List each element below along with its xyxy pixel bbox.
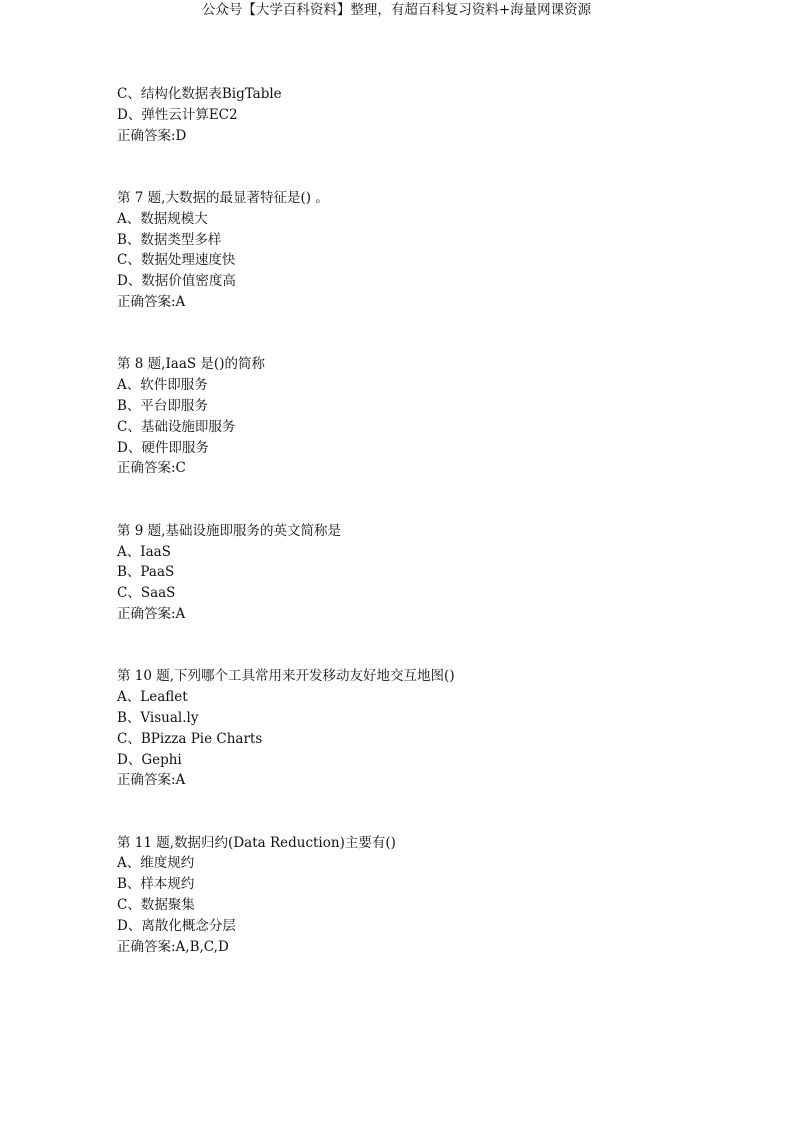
answer: 正确答案:D: [117, 127, 187, 144]
option: A、Leaflet: [117, 689, 188, 706]
option: A、IaaS: [117, 543, 171, 560]
question-list: [117, 84, 737, 957]
question-title: 第 8 题,IaaS 是()的简称: [117, 356, 265, 373]
question-title: 第 7 题,大数据的最显著特征是() 。: [117, 189, 329, 206]
answer: 正确答案:A,B,C,D: [117, 938, 229, 955]
option: B、数据类型多样: [117, 231, 222, 248]
option: C、基础设施即服务: [117, 418, 236, 435]
question-8: [117, 354, 737, 479]
question-11: [117, 833, 737, 958]
option: B、PaaS: [117, 564, 175, 581]
option: A、数据规模大: [117, 210, 208, 227]
page-header: 公众号【大学百科资料】整理，有超百科复习资料+海量网课资源: [201, 2, 592, 18]
question-10: [117, 666, 737, 791]
option: B、平台即服务: [117, 397, 208, 414]
option: D、离散化概念分层: [117, 917, 236, 934]
option: C、结构化数据表BigTable: [117, 86, 282, 102]
question-title: 第 9 题,基础设施即服务的英文简称是: [117, 522, 341, 539]
question-7: [117, 188, 737, 313]
option: C、BPizza Pie Charts: [117, 730, 263, 747]
question-fragment: [117, 84, 737, 146]
question-title: 第 11 题,数据归约(Data Reduction)主要有(): [117, 834, 396, 851]
answer: 正确答案:A: [117, 293, 186, 310]
option: D、数据价值密度高: [117, 273, 236, 290]
answer: 正确答案:C: [117, 460, 186, 477]
option: D、弹性云计算EC2: [117, 106, 238, 123]
option: B、样本规约: [117, 876, 195, 893]
option: B、Visual.ly: [117, 709, 199, 726]
option: C、SaaS: [117, 585, 176, 602]
option: C、数据聚集: [117, 897, 195, 914]
option: A、软件即服务: [117, 377, 208, 394]
question-9: [117, 521, 737, 625]
answer: 正确答案:A: [117, 772, 186, 789]
option: A、维度规约: [117, 855, 195, 872]
option: D、Gephi: [117, 751, 182, 768]
option: D、硬件即服务: [117, 439, 209, 456]
question-title: 第 10 题,下列哪个工具常用来开发移动友好地交互地图(): [117, 668, 455, 685]
option: C、数据处理速度快: [117, 252, 236, 269]
answer: 正确答案:A: [117, 605, 186, 622]
